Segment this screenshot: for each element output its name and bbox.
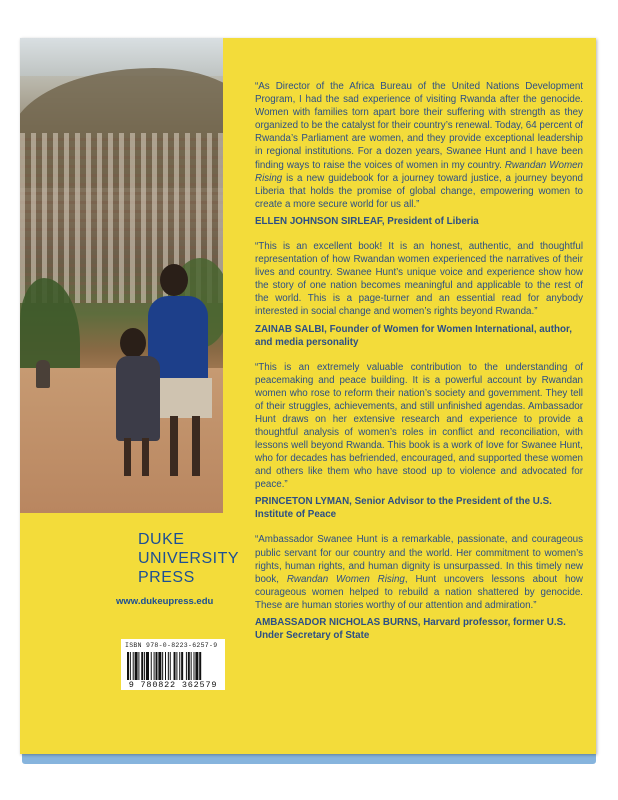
endorsement <box>255 240 583 349</box>
barcode <box>121 639 225 690</box>
publisher-logo <box>138 530 240 587</box>
photo-child-head <box>120 328 146 358</box>
endorser-title: , Harvard professor, former U.S. Under Secretary of State <box>255 617 566 641</box>
endorser-title: , Senior Advisor to the President of the U.S. Institute of Peace <box>255 496 552 521</box>
photo-girl-leg <box>192 416 200 476</box>
endorsement <box>255 533 583 642</box>
photo-distant-person <box>36 360 50 388</box>
endorser-name: AMBASSADOR NICHOLAS BURNS <box>255 617 418 628</box>
endorser-title: , Founder of Women for Women International, author, and media personality <box>255 323 572 348</box>
endorsement-attribution <box>255 616 583 642</box>
quote-text: is a new guidebook for a journey toward justice, a journey beyond Liberia that holds the promise of global change, empowering women to create a more secure world for us all.” <box>255 172 583 210</box>
endorsement-attribution <box>255 323 583 349</box>
photo-child-leg <box>124 438 131 476</box>
publisher-name-line: PRESS <box>138 569 195 586</box>
endorsement-attribution <box>255 495 583 521</box>
quote-text: “As Director of the Africa Bureau of the United Nations Development Program, I had the sad experience of visiting Rwanda after the genocide. Women with families torn apart bore their suffering with strength as they organized to be the catalyst for their country’s renewal. Today, 64 percent of Rwanda’s Parliament are women, and they provide exceptional leadership in regional institutions. For a dozen years, Swanee Hunt and I have been finding ways to raise the voices of women in my country. <box>255 81 583 171</box>
endorser-name: PRINCETON LYMAN <box>255 496 350 508</box>
barcode-bars <box>127 652 219 680</box>
quote-text: , Hunt uncovers lessons about how courageous women helped to rebuild a nation shattered by genocide. These are human stories worthy of our attention and admiration.” <box>255 573 583 611</box>
publisher-name-line: UNIVERSITY <box>138 550 240 567</box>
cover-photo <box>20 38 223 513</box>
photo-child <box>116 356 160 441</box>
endorsement <box>255 361 583 522</box>
endorsement-quote: “This is an excellent book! It is an honest, authentic, and thoughtful representation of how Rwandan women experienced the narratives of their lives and country. Swanee Hunt’s unique voice and experience show how the story of one nation becomes meaningful and applicable to the rest of the world. This is a page-turner and an essential read for anybody interested in social change and women’s rights beyond Rwanda.” <box>255 240 583 318</box>
publisher-name-line: DUKE <box>138 531 185 548</box>
isbn-label: ISBN 978-0-8223-6257-9 <box>125 642 218 649</box>
quote-text: “Ambassador Swanee Hunt is a remarkable, passionate, and courageous public servant for our country and the world. Her commitment to women’s rights, human rights, and human dignity is unsurpassed. In this timely new book, <box>255 534 583 585</box>
endorser-name: ELLEN JOHNSON SIRLEAF <box>255 215 382 227</box>
publisher-url: www.dukeupress.edu <box>116 596 214 607</box>
endorser-title: , President of Liberia <box>381 215 479 227</box>
photo-child-leg <box>142 438 149 476</box>
endorser-name: ZAINAB SALBI <box>255 323 325 335</box>
photo-girl-head <box>160 264 188 296</box>
back-cover <box>20 38 596 754</box>
endorsement-quote: “This is an extremely valuable contribution to the understanding of peacemaking and peace building. It is a powerful account by Rwandan women who rose to reform their nation’s society and government. They tell of their struggles, achievements, and still unfinished agendas. Ambassador Hunt draws on her extensive research and experience to provide a thoughtful analysis of women’s roles in conflict and reconciliation, with lessons well beyond Rwanda. This book is a work of love for Swanee Hunt, who for decades has befriended, encouraged, and supported these women and others like them who have stood up to violence and advocated for peace.” <box>255 361 583 491</box>
endorsement-attribution <box>255 215 583 228</box>
photo-girl-leg <box>170 416 178 476</box>
endorsement-quote <box>255 80 583 211</box>
photo-girl-skirt <box>154 378 212 418</box>
barcode-digits: 9 780822 362579 <box>128 680 218 690</box>
endorsement-quote <box>255 533 583 612</box>
book-title: Rwandan Women Rising <box>286 573 405 585</box>
endorsement <box>255 80 583 228</box>
book-title: Rwandan Women Rising <box>255 159 583 184</box>
endorsements <box>255 80 583 655</box>
